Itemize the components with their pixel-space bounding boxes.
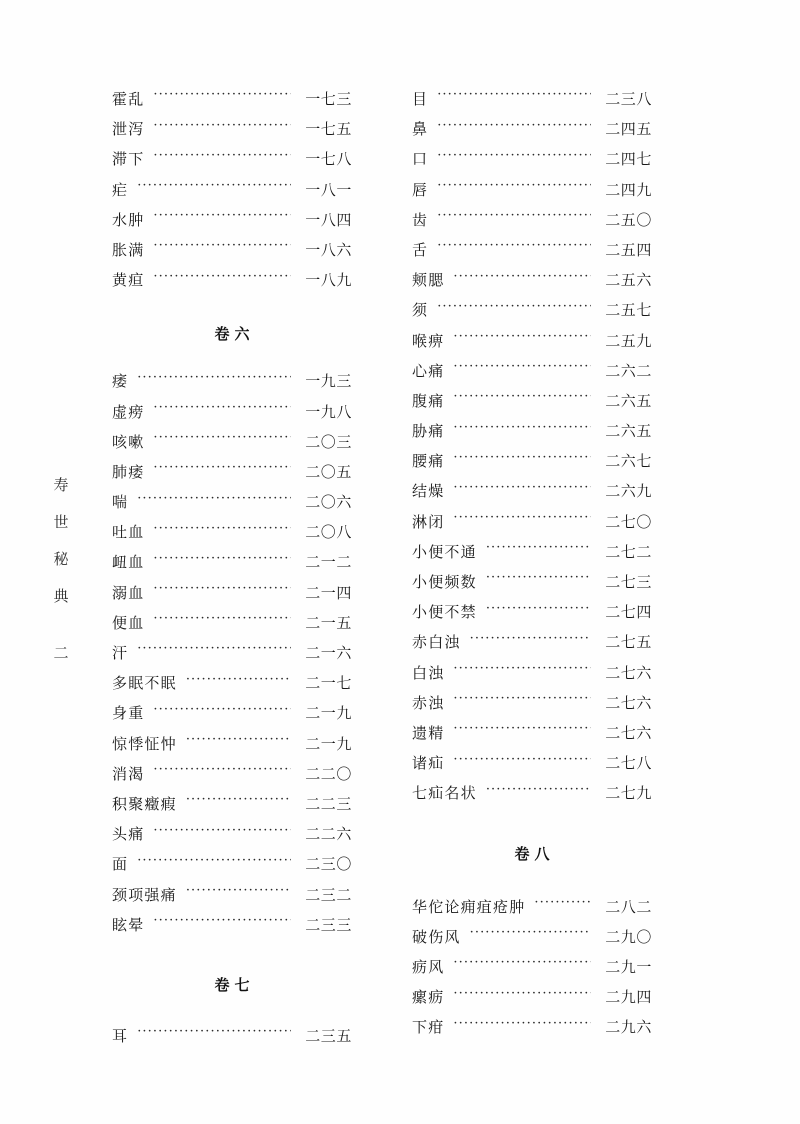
dot-leader bbox=[153, 461, 291, 477]
toc-entry[interactable] bbox=[112, 118, 352, 148]
toc-entry-title: 胁痛 bbox=[412, 422, 445, 441]
toc-entry[interactable] bbox=[112, 239, 352, 269]
toc-entry[interactable] bbox=[112, 733, 352, 763]
toc-entry-page-number: 二五四 bbox=[605, 240, 652, 259]
volume-heading: 卷六 bbox=[214, 325, 255, 344]
volume-heading: 卷七 bbox=[214, 975, 255, 994]
dot-leader bbox=[137, 491, 291, 507]
toc-entry[interactable] bbox=[412, 926, 652, 956]
toc-entry-title: 七疝名状 bbox=[412, 784, 477, 803]
toc-entry-page-number: 一八九 bbox=[305, 271, 352, 290]
toc-entry[interactable] bbox=[112, 209, 352, 239]
toc-entry[interactable] bbox=[412, 179, 652, 209]
volume-heading: 卷八 bbox=[514, 844, 555, 863]
dot-leader bbox=[186, 884, 291, 900]
toc-entry-title: 头痛 bbox=[112, 825, 145, 844]
dot-leader bbox=[437, 209, 591, 225]
toc-entry[interactable] bbox=[112, 88, 352, 118]
toc-entry-page-number: 二三三 bbox=[305, 915, 352, 934]
toc-entry-title: 下疳 bbox=[412, 1018, 445, 1037]
toc-entry-page-number: 一八一 bbox=[305, 180, 352, 199]
toc-entry-page-number: 二〇五 bbox=[305, 462, 352, 481]
dot-leader bbox=[453, 269, 591, 285]
toc-entry[interactable] bbox=[412, 118, 652, 148]
toc-entry-title: 肺痿 bbox=[112, 462, 145, 481]
toc-entry-page-number: 二〇三 bbox=[305, 432, 352, 451]
toc-entry-title: 小便不通 bbox=[412, 542, 477, 561]
toc-entry-page-number: 二五九 bbox=[605, 331, 652, 350]
toc-entry[interactable] bbox=[112, 823, 352, 853]
toc-entry-page-number: 一八六 bbox=[305, 240, 352, 259]
toc-entry-title: 结燥 bbox=[412, 482, 445, 501]
toc-entry-title: 白浊 bbox=[412, 663, 445, 682]
toc-entry-title: 身重 bbox=[112, 704, 145, 723]
folio-number: 二 bbox=[53, 644, 69, 662]
toc-entry-page-number: 二七六 bbox=[605, 693, 652, 712]
toc-entry[interactable] bbox=[112, 491, 352, 521]
toc-entry-page-number: 二三五 bbox=[305, 1026, 352, 1045]
toc-entry[interactable] bbox=[112, 1025, 352, 1055]
dot-leader bbox=[486, 601, 591, 617]
toc-entry-title: 诸疝 bbox=[412, 754, 445, 773]
toc-entry-title: 咳嗽 bbox=[112, 432, 145, 451]
toc-entry-title: 心痛 bbox=[412, 361, 445, 380]
toc-entry[interactable] bbox=[112, 763, 352, 793]
toc-entry-title: 溺血 bbox=[112, 583, 145, 602]
toc-entry-title: 多眠不眠 bbox=[112, 674, 177, 693]
toc-entry-title: 赤白浊 bbox=[412, 633, 461, 652]
toc-entry-page-number: 二三二 bbox=[305, 885, 352, 904]
dot-leader bbox=[470, 926, 591, 942]
dot-leader bbox=[453, 662, 591, 678]
toc-entry[interactable] bbox=[412, 299, 652, 329]
dot-leader bbox=[437, 88, 591, 104]
dot-leader bbox=[453, 450, 591, 466]
toc-entry[interactable] bbox=[112, 179, 352, 209]
toc-entry[interactable] bbox=[412, 1016, 652, 1046]
toc-entry-page-number: 二二〇 bbox=[305, 764, 352, 783]
dot-leader bbox=[153, 763, 291, 779]
toc-entry[interactable] bbox=[412, 601, 652, 631]
toc-entry[interactable] bbox=[412, 420, 652, 450]
toc-entry-title: 小便频数 bbox=[412, 573, 477, 591]
dot-leader bbox=[470, 631, 591, 647]
toc-entry-title: 黄疸 bbox=[112, 271, 145, 290]
dot-leader bbox=[153, 702, 291, 718]
toc-entry-page-number: 二九一 bbox=[605, 957, 652, 976]
toc-entry-title: 颊腮 bbox=[412, 271, 445, 290]
toc-entry-page-number: 一九三 bbox=[305, 372, 352, 391]
toc-entry[interactable] bbox=[112, 672, 352, 702]
dot-leader bbox=[437, 239, 591, 255]
toc-entry-title: 目 bbox=[412, 90, 429, 108]
side-title-char: 秘 bbox=[53, 550, 69, 568]
toc-entry-title: 小便不禁 bbox=[412, 603, 477, 622]
side-margin-book-title bbox=[44, 478, 78, 661]
toc-entry[interactable] bbox=[112, 370, 352, 400]
toc-entry[interactable] bbox=[412, 450, 652, 480]
dot-leader bbox=[453, 360, 591, 376]
toc-entry-page-number: 二一六 bbox=[305, 644, 352, 662]
toc-entry-title: 泄泻 bbox=[112, 120, 145, 139]
dot-leader bbox=[453, 986, 591, 1002]
toc-entry-page-number: 一九八 bbox=[305, 402, 352, 421]
toc-entry[interactable] bbox=[412, 571, 652, 601]
toc-entry-title: 破伤风 bbox=[412, 927, 461, 946]
toc-entry-page-number: 二四五 bbox=[605, 120, 652, 139]
toc-entry-title: 须 bbox=[412, 301, 429, 320]
toc-entry[interactable] bbox=[412, 269, 652, 299]
dot-leader bbox=[437, 179, 591, 195]
toc-entry[interactable] bbox=[412, 390, 652, 420]
toc-entry-page-number: 二九六 bbox=[605, 1018, 652, 1037]
toc-entry[interactable] bbox=[412, 360, 652, 390]
toc-entry-page-number: 二〇六 bbox=[305, 493, 352, 512]
toc-entry[interactable] bbox=[412, 209, 652, 239]
toc-entry-page-number: 二八二 bbox=[605, 897, 652, 916]
dot-leader bbox=[153, 239, 291, 255]
toc-entry-page-number: 二一七 bbox=[305, 674, 352, 693]
dot-leader bbox=[486, 782, 591, 798]
toc-entry-page-number: 二一九 bbox=[305, 704, 352, 723]
toc-entry[interactable] bbox=[112, 431, 352, 461]
toc-entry[interactable] bbox=[412, 330, 652, 360]
toc-entry-title: 眩晕 bbox=[112, 915, 145, 934]
toc-entry-page-number: 二七四 bbox=[605, 603, 652, 622]
dot-leader bbox=[437, 118, 591, 134]
toc-entry[interactable] bbox=[112, 582, 352, 612]
dot-leader bbox=[453, 330, 591, 346]
toc-entry-page-number: 二四九 bbox=[605, 180, 652, 199]
dot-leader bbox=[186, 733, 291, 749]
toc-entry-title: 胀满 bbox=[112, 240, 145, 259]
toc-entry-page-number: 二一二 bbox=[305, 553, 352, 572]
dot-leader bbox=[137, 1025, 291, 1041]
dot-leader bbox=[153, 401, 291, 417]
toc-entry-title: 面 bbox=[112, 855, 129, 874]
toc-entry-page-number: 二五七 bbox=[605, 301, 652, 320]
toc-entry[interactable] bbox=[412, 956, 652, 986]
side-title-char: 寿 bbox=[53, 476, 69, 494]
toc-entry-title: 齿 bbox=[412, 210, 429, 229]
toc-entry-page-number: 二六二 bbox=[605, 361, 652, 380]
toc-entry-page-number: 二六五 bbox=[605, 422, 652, 441]
toc-entry[interactable] bbox=[412, 692, 652, 722]
toc-column-right bbox=[412, 88, 652, 1046]
toc-entry-title: 舌 bbox=[412, 240, 429, 259]
dot-leader bbox=[186, 672, 291, 688]
toc-entry-page-number: 二〇八 bbox=[305, 523, 352, 542]
dot-leader bbox=[137, 642, 291, 658]
toc-entry-title: 消渴 bbox=[112, 764, 145, 783]
dot-leader bbox=[153, 88, 291, 104]
dot-leader bbox=[486, 541, 591, 557]
toc-entry[interactable] bbox=[412, 722, 652, 752]
toc-entry-page-number: 一七三 bbox=[305, 90, 352, 108]
toc-entry-title: 赤浊 bbox=[412, 693, 445, 712]
toc-entry-page-number: 二九〇 bbox=[605, 927, 652, 946]
toc-entry-page-number: 二一九 bbox=[305, 734, 352, 753]
dot-leader bbox=[186, 793, 291, 809]
toc-entry-page-number: 二七八 bbox=[605, 754, 652, 773]
dot-leader bbox=[453, 390, 591, 406]
toc-entry-title: 瘰疬 bbox=[412, 988, 445, 1007]
toc-entry[interactable] bbox=[412, 511, 652, 541]
dot-leader bbox=[153, 582, 291, 598]
toc-entry-title: 汗 bbox=[112, 644, 129, 662]
toc-entry-page-number: 二三八 bbox=[605, 90, 652, 108]
dot-leader bbox=[437, 299, 591, 315]
dot-leader bbox=[137, 370, 291, 386]
side-title-char: 世 bbox=[53, 513, 69, 531]
toc-entry-page-number: 二七六 bbox=[605, 663, 652, 682]
toc-entry-title: 滞下 bbox=[112, 150, 145, 169]
toc-entry-title: 虚痨 bbox=[112, 402, 145, 421]
toc-entry-title: 喉痹 bbox=[412, 331, 445, 350]
toc-entry[interactable] bbox=[412, 631, 652, 661]
toc-entry-page-number: 二二六 bbox=[305, 825, 352, 844]
toc-entry[interactable] bbox=[112, 702, 352, 732]
toc-entry-page-number: 二七三 bbox=[605, 573, 652, 591]
toc-entry[interactable] bbox=[412, 148, 652, 178]
toc-entry-page-number: 二九四 bbox=[605, 988, 652, 1007]
toc-entry[interactable] bbox=[112, 269, 352, 299]
dot-leader bbox=[453, 692, 591, 708]
toc-entry[interactable] bbox=[412, 782, 652, 812]
toc-entry[interactable] bbox=[112, 793, 352, 823]
dot-leader bbox=[453, 420, 591, 436]
toc-entry-title: 颈项强痛 bbox=[112, 885, 177, 904]
dot-leader bbox=[453, 480, 591, 496]
toc-entry[interactable] bbox=[112, 884, 352, 914]
dot-leader bbox=[486, 571, 591, 587]
toc-entry-title: 吐血 bbox=[112, 523, 145, 542]
toc-entry[interactable] bbox=[412, 541, 652, 571]
toc-entry-title: 耳 bbox=[112, 1026, 129, 1045]
toc-entry-title: 遗精 bbox=[412, 723, 445, 742]
dot-leader bbox=[153, 521, 291, 537]
dot-leader bbox=[153, 269, 291, 285]
toc-entry-page-number: 一八四 bbox=[305, 210, 352, 229]
toc-entry-page-number: 二五六 bbox=[605, 271, 652, 290]
dot-leader bbox=[453, 956, 591, 972]
toc-entry-page-number: 二七五 bbox=[605, 633, 652, 652]
toc-entry[interactable] bbox=[412, 896, 652, 926]
toc-entry[interactable] bbox=[112, 642, 352, 672]
toc-entry-title: 腹痛 bbox=[412, 391, 445, 410]
toc-entry[interactable] bbox=[112, 521, 352, 551]
toc-entry-title: 鼻 bbox=[412, 120, 429, 139]
toc-entry-page-number: 二四七 bbox=[605, 150, 652, 169]
toc-entry-title: 淋闭 bbox=[412, 512, 445, 531]
toc-entry-page-number: 二一五 bbox=[305, 613, 352, 632]
dot-leader bbox=[437, 148, 591, 164]
toc-entry-page-number: 二二三 bbox=[305, 794, 352, 813]
dot-leader bbox=[453, 722, 591, 738]
dot-leader bbox=[153, 823, 291, 839]
toc-entry-page-number: 二一四 bbox=[305, 583, 352, 602]
dot-leader bbox=[153, 209, 291, 225]
toc-entry[interactable] bbox=[112, 612, 352, 642]
toc-entry-page-number: 二七二 bbox=[605, 542, 652, 561]
toc-entry-page-number: 二七九 bbox=[605, 784, 652, 803]
dot-leader bbox=[137, 179, 291, 195]
toc-entry-title: 疬风 bbox=[412, 957, 445, 976]
toc-entry-page-number: 二六五 bbox=[605, 391, 652, 410]
dot-leader bbox=[453, 511, 591, 527]
toc-entry-title: 衄血 bbox=[112, 553, 145, 572]
toc-entry-title: 疟 bbox=[112, 180, 129, 199]
toc-entry[interactable] bbox=[412, 88, 652, 118]
toc-entry[interactable] bbox=[412, 239, 652, 269]
dot-leader bbox=[153, 612, 291, 628]
toc-entry[interactable] bbox=[412, 986, 652, 1016]
toc-entry-title: 痿 bbox=[112, 372, 129, 391]
toc-entry-page-number: 一七八 bbox=[305, 150, 352, 169]
toc-entry-page-number: 二六九 bbox=[605, 482, 652, 501]
dot-leader bbox=[453, 752, 591, 768]
toc-entry-page-number: 二七六 bbox=[605, 723, 652, 742]
toc-entry-page-number: 二五〇 bbox=[605, 210, 652, 229]
toc-entry[interactable] bbox=[412, 662, 652, 692]
dot-leader bbox=[153, 118, 291, 134]
toc-entry-page-number: 二六七 bbox=[605, 452, 652, 471]
toc-entry-title: 惊悸怔忡 bbox=[112, 734, 177, 753]
toc-entry-title: 腰痛 bbox=[412, 452, 445, 471]
toc-entry-title: 唇 bbox=[412, 180, 429, 199]
toc-entry[interactable] bbox=[112, 401, 352, 431]
dot-leader bbox=[153, 551, 291, 567]
toc-entry-title: 霍乱 bbox=[112, 90, 145, 108]
toc-entry-title: 口 bbox=[412, 150, 429, 169]
toc-entry[interactable] bbox=[412, 752, 652, 782]
toc-entry-title: 喘 bbox=[112, 493, 129, 512]
toc-entry-title: 便血 bbox=[112, 613, 145, 632]
toc-entry-page-number: 二七〇 bbox=[605, 512, 652, 531]
toc-entry-title: 水肿 bbox=[112, 210, 145, 229]
toc-entry-title: 积聚癥瘕 bbox=[112, 794, 177, 813]
toc-entry[interactable] bbox=[112, 461, 352, 491]
toc-entry[interactable] bbox=[112, 853, 352, 883]
toc-column-left bbox=[112, 88, 352, 1055]
toc-entry-page-number: 二三〇 bbox=[305, 855, 352, 874]
dot-leader bbox=[453, 1016, 591, 1032]
dot-leader bbox=[534, 896, 591, 912]
toc-entry-title: 华佗论痈疽疮肿 bbox=[412, 897, 526, 916]
toc-entry[interactable] bbox=[412, 480, 652, 510]
side-title-char: 典 bbox=[53, 587, 69, 605]
dot-leader bbox=[137, 853, 291, 869]
toc-entry[interactable] bbox=[112, 914, 352, 944]
toc-entry-page-number: 一七五 bbox=[305, 120, 352, 139]
dot-leader bbox=[153, 431, 291, 447]
toc-entry[interactable] bbox=[112, 551, 352, 581]
toc-entry[interactable] bbox=[112, 148, 352, 178]
dot-leader bbox=[153, 148, 291, 164]
dot-leader bbox=[153, 914, 291, 930]
